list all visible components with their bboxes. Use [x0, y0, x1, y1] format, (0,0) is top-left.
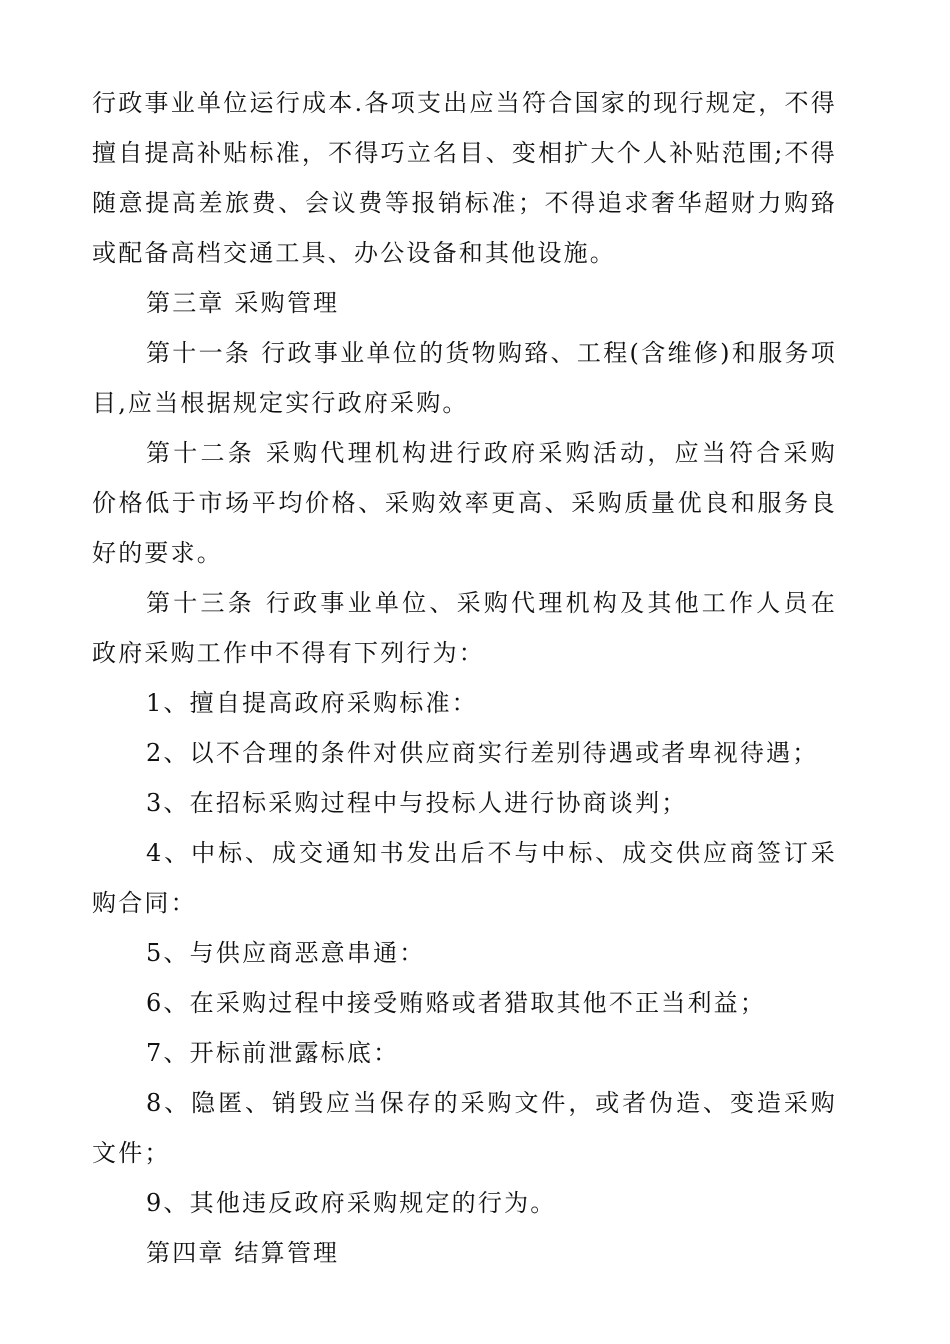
list-item-8: 8、隐匿、销毁应当保存的采购文件，或者伪造、变造采购文件； [92, 1089, 837, 1167]
list-item-1: 1、擅自提高政府采购标准： [146, 689, 478, 717]
list-item-9: 9、其他违反政府采购规定的行为。 [146, 1189, 557, 1217]
list-item-5: 5、与供应商恶意串通： [146, 939, 426, 967]
article-13: 第十三条 行政事业单位、采购代理机构及其他工作人员在政府采购工作中不得有下列行为： [92, 589, 837, 667]
paragraph-operating-cost-rules: 行政事业单位运行成本.各项支出应当符合国家的现行规定，不得擅自提高补贴标准，不得巧立名目、变相扩大个人补贴范围;不得随意提高差旅费、会议费等报销标准；不得追求奢华超财力购臵或配备高档交通工具、办公设备和其他设施。 [92, 89, 837, 267]
chapter-3-heading: 第三章 采购管理 [146, 289, 340, 317]
list-item-3: 3、在招标采购过程中与投标人进行协商谈判； [146, 789, 688, 817]
list-item-4: 4、中标、成交通知书发出后不与中标、成交供应商签订采购合同： [92, 839, 837, 917]
chapter-4-heading: 第四章 结算管理 [146, 1239, 340, 1267]
list-item-2: 2、以不合理的条件对供应商实行差别待遇或者卑视待遇； [146, 739, 819, 767]
list-item-6: 6、在采购过程中接受贿赂或者猎取其他不正当利益； [146, 989, 767, 1017]
list-item-7: 7、开标前泄露标底： [146, 1039, 400, 1067]
article-11: 第十一条 行政事业单位的货物购臵、工程(含维修)和服务项目,应当根据规定实行政府采购。 [92, 339, 837, 417]
article-12: 第十二条 采购代理机构进行政府采购活动，应当符合采购价格低于市场平均价格、采购效率更高、采购质量优良和服务良好的要求。 [92, 439, 837, 567]
document-body [92, 78, 837, 1278]
